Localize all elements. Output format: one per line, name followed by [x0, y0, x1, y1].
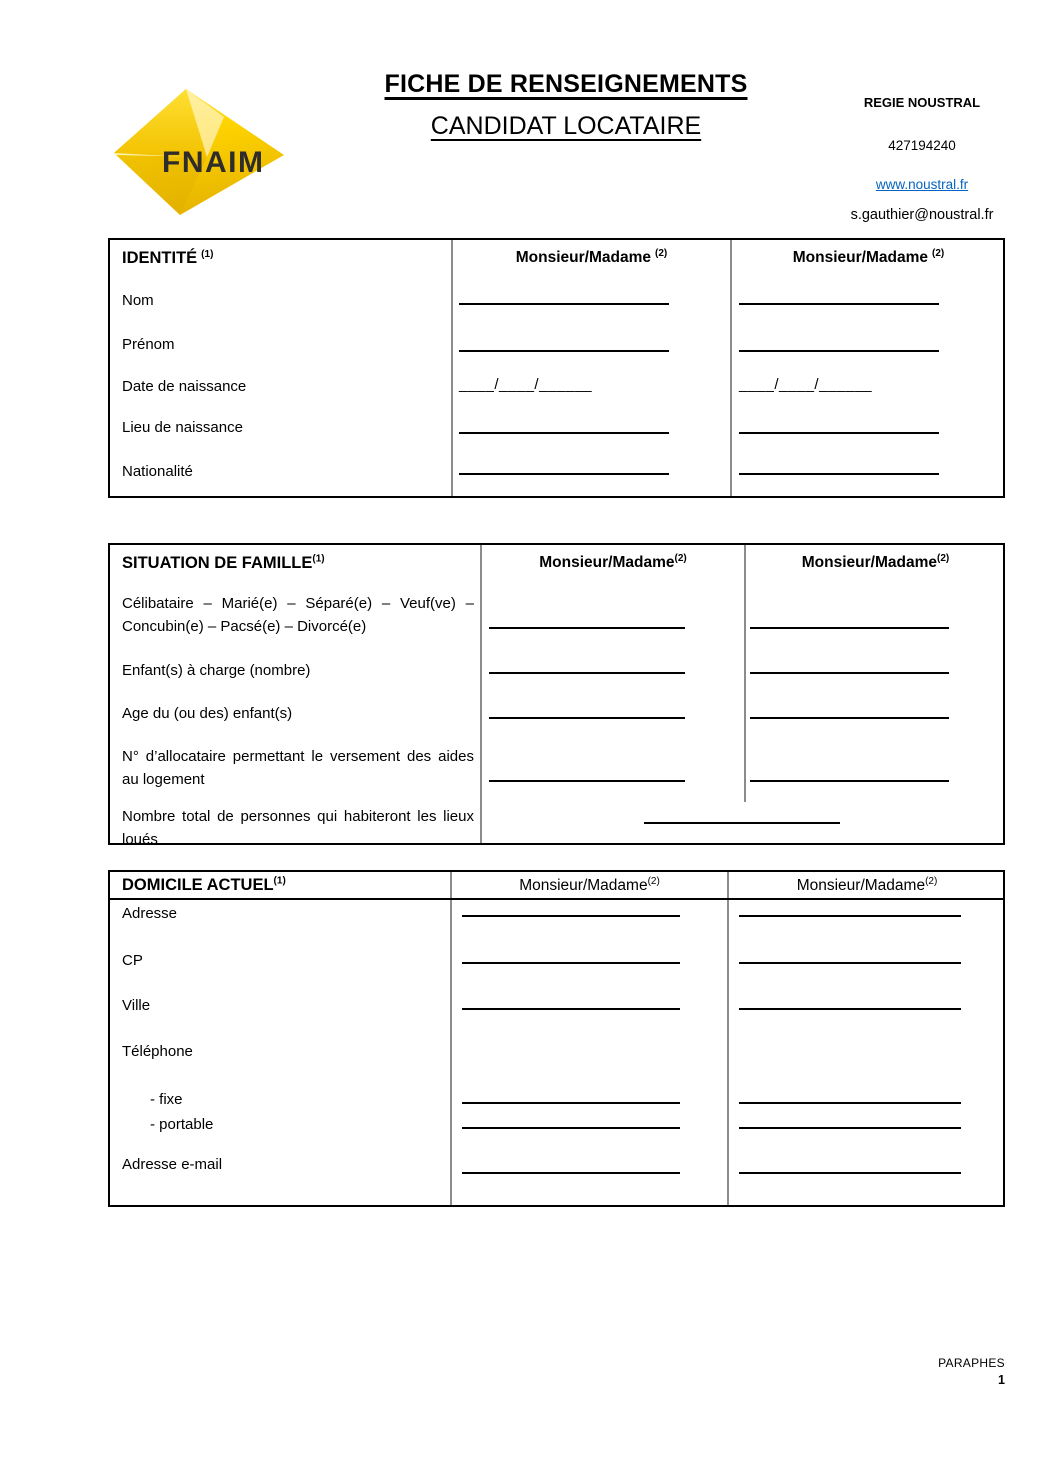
column-header-monsieur-madame-2: Monsieur/Madame$^{(2)}$: [796, 875, 938, 894]
header-row-divider: [110, 898, 1003, 900]
fill-line: [750, 780, 949, 782]
date-fill-mask: ____/____/______: [459, 376, 593, 393]
fill-line: [462, 1127, 680, 1129]
row-label-telephone: Téléphone: [122, 1043, 193, 1060]
row-label-adresse: Adresse: [122, 905, 178, 922]
fill-line: [739, 303, 939, 305]
row-label-prenom: Prénom: [122, 336, 175, 353]
fill-line: [489, 717, 685, 719]
fill-line: [489, 627, 685, 629]
footnote-ref: (2): [655, 247, 668, 259]
fill-line: [739, 915, 961, 917]
fill-line: [459, 350, 669, 352]
fill-line: [739, 962, 961, 964]
fill-line: [739, 432, 939, 434]
fill-line: [739, 1127, 961, 1129]
fill-line-shared: [644, 822, 840, 824]
section-title-situation-famille: SITUATION DE FAMILLE$^{(1)}$: [122, 553, 325, 572]
fill-line: [739, 1102, 961, 1104]
fill-line: [739, 473, 939, 475]
fill-line: [739, 1008, 961, 1010]
fill-line: [489, 672, 685, 674]
row-label-ville: Ville: [122, 997, 151, 1014]
agency-website-link[interactable]: www.noustral.fr: [875, 177, 969, 192]
fnaim-logo: [110, 83, 290, 219]
footnote-ref: (1): [312, 553, 325, 565]
footnote-ref: (1): [201, 248, 214, 260]
family-situation-table: [108, 543, 1005, 848]
column-divider: [451, 240, 453, 496]
section-title-domicile-actuel: DOMICILE ACTUEL$^{(1)}$: [122, 875, 286, 894]
fill-line: [459, 473, 669, 475]
fill-line: [462, 1008, 680, 1010]
fill-line: [750, 627, 949, 629]
footnote-ref: (2): [674, 552, 687, 564]
current-home-table: [108, 870, 1005, 1207]
row-label-num-allocataire: N° d’allocataire permettant le versement des aides au logement: [122, 748, 474, 788]
row-label-enfants-charge: Enfant(s) à charge (nombre): [122, 662, 311, 679]
row-label-nom: Nom: [122, 292, 154, 309]
document-title-block: [340, 70, 792, 141]
fill-line: [462, 915, 680, 917]
column-divider: [744, 545, 746, 802]
fnaim-logo-graphic: [110, 83, 290, 219]
row-label-adresse-email: Adresse e-mail: [122, 1156, 223, 1173]
agency-name: REGIE NOUSTRAL: [863, 95, 981, 110]
footnote-ref: (2): [925, 875, 938, 887]
date-fill-mask: ____/____/______: [739, 376, 873, 393]
column-header-monsieur-madame-2: Monsieur/Madame$^{(2)}$: [801, 552, 950, 571]
column-header-monsieur-madame-1: Monsieur/Madame$^{(2)}$: [519, 875, 660, 894]
agency-contact-block: [822, 95, 1022, 223]
agency-number: 427194240: [888, 138, 956, 153]
row-label-nombre-personnes: Nombre total de personnes qui habiteront les lieux loués: [122, 808, 474, 848]
row-label-statut-marital: Célibataire – Marié(e) – Séparé(e) – Veuf(ve) – Concubin(e) – Pacsé(e) – Divorcé(e): [122, 595, 474, 635]
section-title-identite: IDENTITÉ $^{(1)}$: [122, 248, 214, 267]
footnote-ref: (2): [647, 875, 660, 887]
fill-line: [739, 1172, 961, 1174]
column-divider: [727, 872, 729, 1205]
column-header-monsieur-madame-1: Monsieur/Madame $^{(2)}$: [515, 247, 668, 266]
fill-line: [462, 1172, 680, 1174]
row-label-nationalite: Nationalité: [122, 463, 193, 480]
column-divider: [730, 240, 732, 496]
column-divider: [480, 545, 482, 843]
footnote-ref: (2): [937, 552, 950, 564]
page-footer: [938, 1356, 1005, 1387]
paraphes-label: PARAPHES: [938, 1356, 1005, 1370]
column-divider: [450, 872, 452, 1205]
column-header-monsieur-madame-1: Monsieur/Madame$^{(2)}$: [539, 552, 687, 571]
column-header-monsieur-madame-2: Monsieur/Madame $^{(2)}$: [792, 247, 945, 266]
page-title: FICHE DE RENSEIGNEMENTS: [384, 70, 748, 98]
fill-line: [459, 432, 669, 434]
footnote-ref: (1): [273, 875, 286, 887]
fill-line: [739, 350, 939, 352]
fill-line: [489, 780, 685, 782]
agency-email: s.gauthier@noustral.fr: [850, 207, 994, 223]
page-subtitle: CANDIDAT LOCATAIRE: [430, 112, 702, 140]
row-label-portable: - portable: [150, 1116, 214, 1133]
identity-table: [108, 238, 1005, 498]
row-label-fixe: - fixe: [150, 1091, 183, 1108]
fill-line: [459, 303, 669, 305]
row-label-age-enfants: Age du (ou des) enfant(s): [122, 705, 293, 722]
page-number: 1: [998, 1373, 1005, 1387]
fill-line: [462, 1102, 680, 1104]
fill-line: [750, 672, 949, 674]
row-label-lieu-naissance: Lieu de naissance: [122, 419, 243, 436]
fill-line: [750, 717, 949, 719]
fill-line: [462, 962, 680, 964]
footnote-ref: (2): [932, 247, 945, 259]
row-label-date-naissance: Date de naissance: [122, 378, 247, 395]
row-label-cp: CP: [122, 952, 143, 969]
fnaim-logo-text: FNAIM: [162, 146, 265, 179]
